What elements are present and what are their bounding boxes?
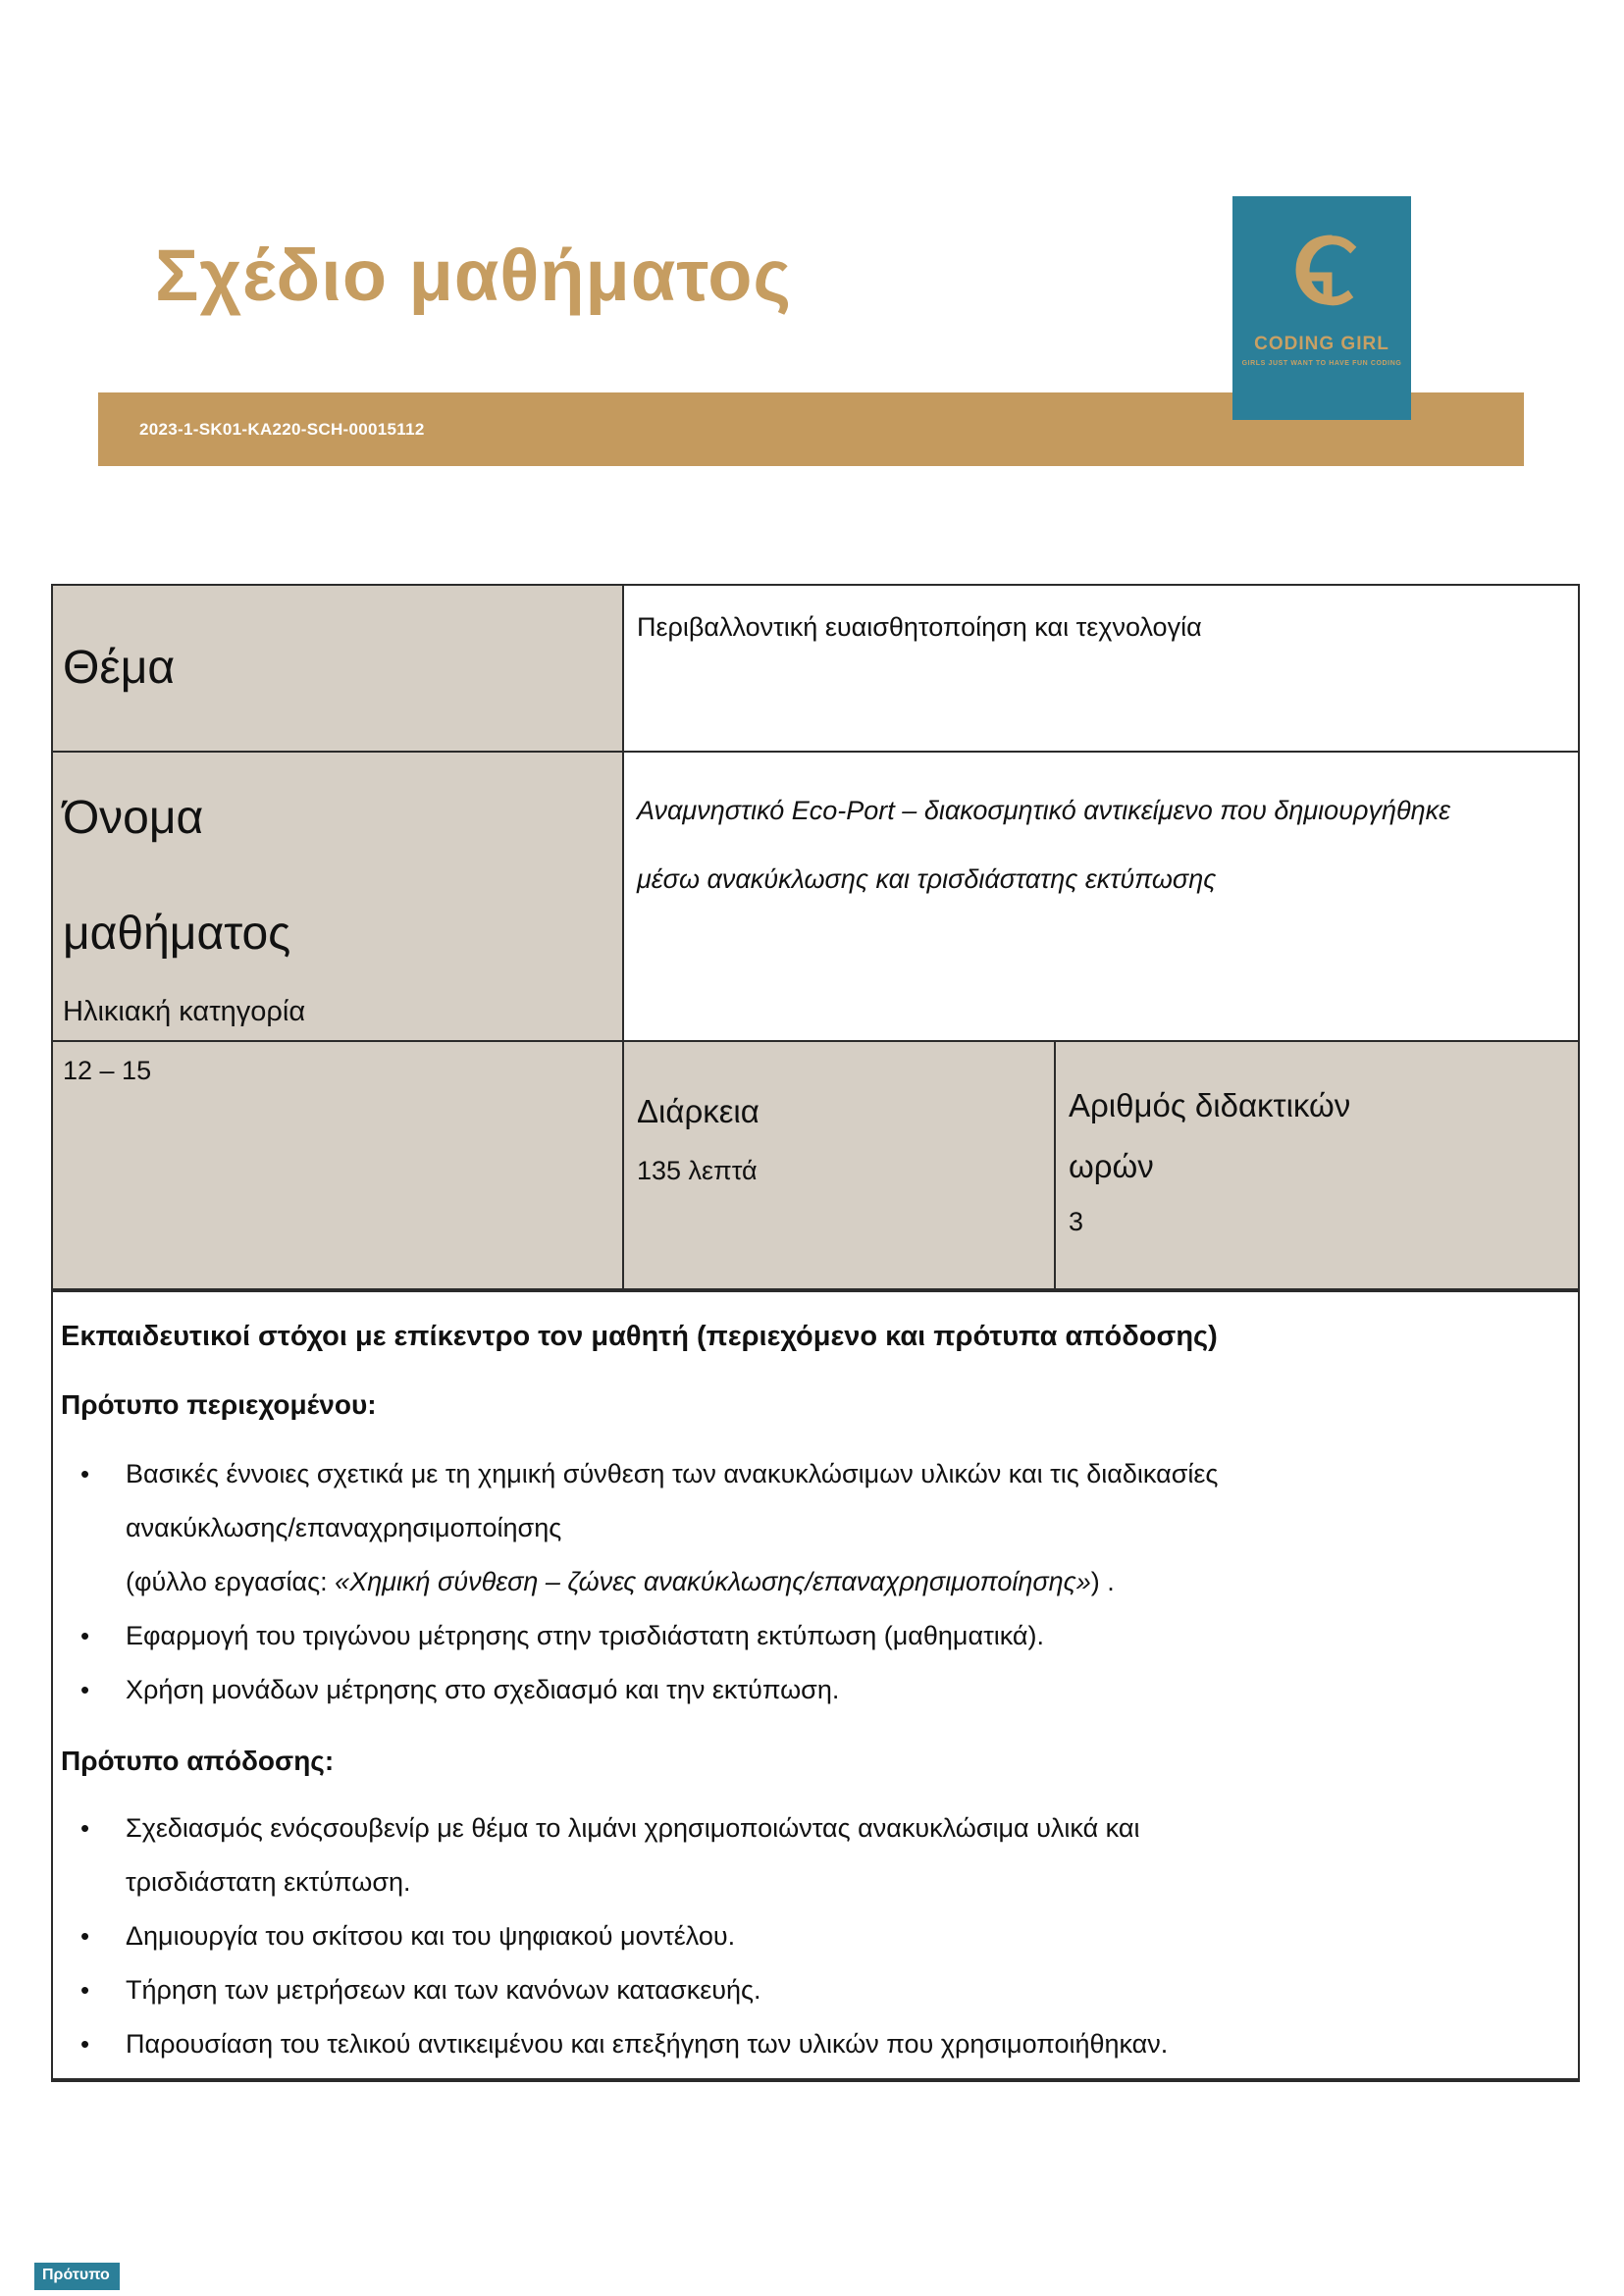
lesson-info-table bbox=[51, 584, 1580, 1290]
lesson-name-value-cell bbox=[622, 751, 1578, 1040]
theme-label-cell bbox=[53, 586, 622, 751]
project-code: 2023-1-SK01-KA220-SCH-00015112 bbox=[139, 419, 425, 439]
bullet-item: • Βασικές έννοιες σχετικά με τη χημική σύνθεση των ανακυκλώσιμων υλικών και τις διαδικασίες ανακύκλωσης/επαναχρησιμοποίησης (φύλλο εργασίας: «Χημική σύνθεση – ζώνες ανακύκλωσης/επαναχρησιμοποίησης») . bbox=[126, 1447, 1499, 1609]
objectives-box bbox=[51, 1290, 1580, 2082]
performance-standard-label: Πρότυπο απόδοσης: bbox=[61, 1746, 335, 1776]
bullet-item: • Παρουσίαση του τελικού αντικειμένου και επεξήγηση των υλικών που χρησιμοποιήθηκαν. bbox=[126, 2017, 1499, 2071]
theme-label: Θέμα bbox=[63, 642, 176, 694]
bullet-item: • Τήρηση των μετρήσεων και των κανόνων κατασκευής. bbox=[126, 1963, 1499, 2017]
lesson-name-value-line2: μέσω ανακύκλωσης και τρισδιάστατης εκτύπωσης bbox=[637, 864, 1217, 894]
duration-label: Διάρκεια bbox=[637, 1093, 760, 1129]
teaching-hours-label: Αριθμός διδακτικών ωρών bbox=[1069, 1087, 1351, 1184]
age-range-cell bbox=[53, 1040, 622, 1288]
bullet-item: • Εφαρμογή του τριγώνου μέτρησης στην τρισδιάστατη εκτύπωση (μαθηματικά). bbox=[126, 1609, 1499, 1663]
logo-name: CODING GIRL bbox=[1254, 334, 1389, 354]
objectives-heading: Εκπαιδευτικοί στόχοι με επίκεντρο τον μαθητή (περιεχόμενο και πρότυπα απόδοσης) bbox=[61, 1321, 1218, 1352]
duration-value: 135 λεπτά bbox=[637, 1156, 758, 1185]
bullet-item: • Χρήση μονάδων μέτρησης στο σχεδιασμό και την εκτύπωση. bbox=[126, 1663, 1499, 1717]
coding-girl-logo bbox=[1232, 196, 1411, 420]
teaching-hours-value: 3 bbox=[1069, 1207, 1084, 1236]
teaching-hours-cell bbox=[1054, 1040, 1578, 1288]
bullet-item: • Σχεδιασμός ενόςσουβενίρ με θέμα το λιμάνι χρησιμοποιώντας ανακυκλώσιμα υλικά και τρισδιάστατη εκτύπωση. bbox=[126, 1801, 1499, 1909]
next-section-chip: Πρότυπο bbox=[34, 2263, 120, 2290]
theme-value: Περιβαλλοντική ευαισθητοποίηση και τεχνολογία bbox=[637, 612, 1202, 642]
age-category-label: Ηλικιακή κατηγορία bbox=[63, 996, 306, 1027]
logo-tagline: GIRLS JUST WANT TO HAVE FUN CODING bbox=[1241, 360, 1402, 367]
duration-cell bbox=[622, 1040, 1054, 1288]
g-monogram-icon bbox=[1273, 222, 1371, 324]
bullet-item: • Δημιουργία του σκίτσου και του ψηφιακού μοντέλου. bbox=[126, 1909, 1499, 1963]
age-range-value: 12 – 15 bbox=[63, 1056, 152, 1085]
theme-value-cell bbox=[622, 586, 1578, 751]
content-standard-label: Πρότυπο περιεχομένου: bbox=[61, 1389, 377, 1420]
lesson-name-label-cell bbox=[53, 751, 622, 1040]
lesson-name-value-line1: Αναμνηστικό Eco-Port – διακοσμητικό αντικείμενο που δημιουργήθηκε bbox=[637, 796, 1450, 825]
performance-standard-list bbox=[61, 1801, 1558, 2071]
content-standard-list bbox=[61, 1447, 1558, 1717]
lesson-name-label-line1: Όνομα bbox=[63, 792, 204, 844]
page-title: Σχέδιο μαθήματος bbox=[155, 235, 792, 316]
lesson-name-label-line2: μαθήματος bbox=[63, 908, 291, 960]
